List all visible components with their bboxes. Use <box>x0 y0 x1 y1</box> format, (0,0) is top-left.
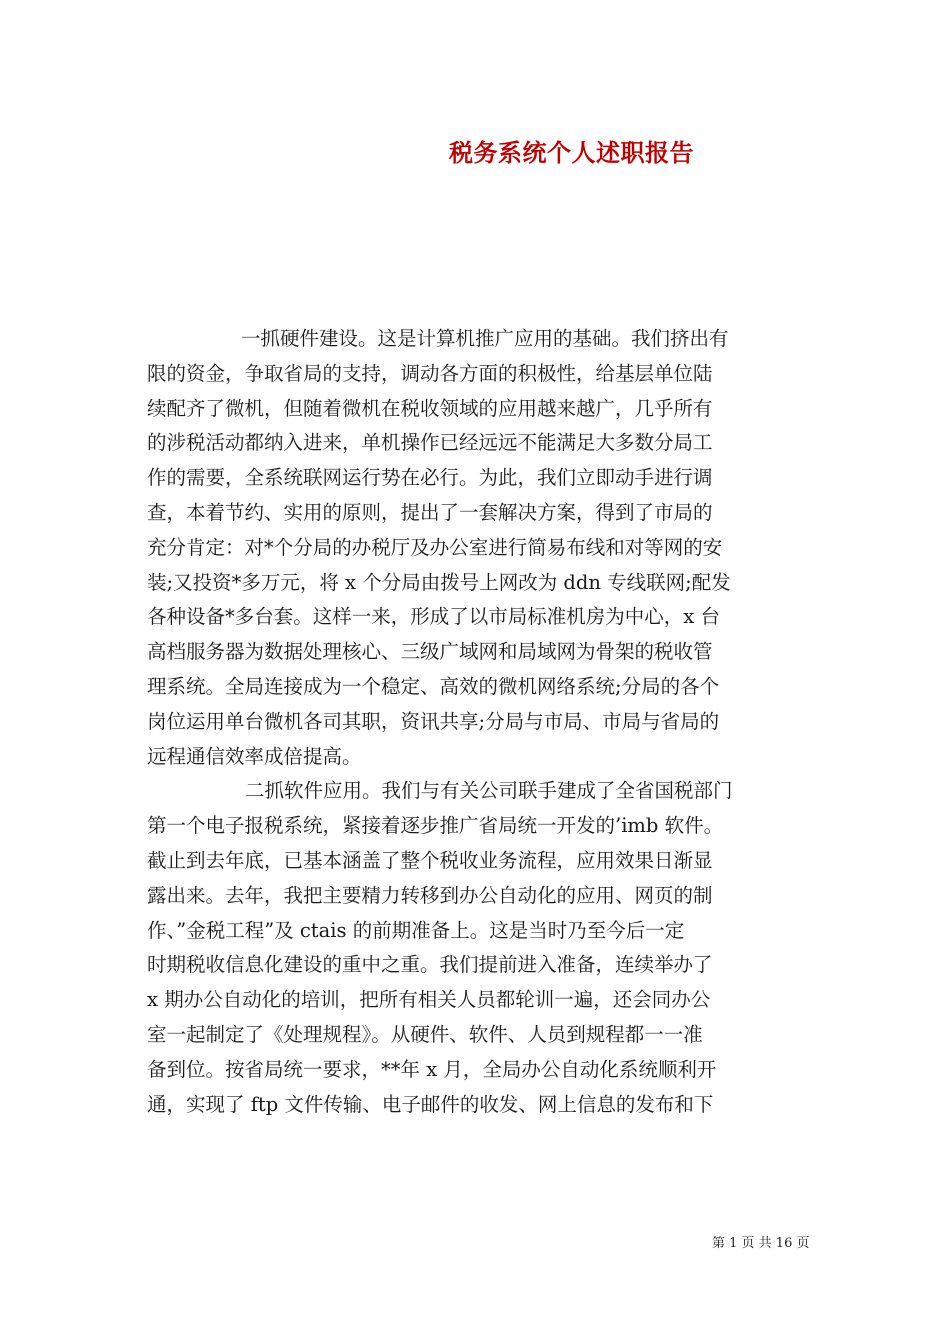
paragraph-2-line: 室一起制定了《处理规程》。从硬件、软件、人员到规程都一一准 <box>147 1022 703 1046</box>
paragraph-1-line: 装;又投资*多万元，将 x 个分局由拨号上网改为 ddn 专线联网;配发 <box>147 570 731 594</box>
paragraph-2-line: 备到位。按省局统一要求，**年 x 月，全局办公自动化系统顺利开 <box>147 1057 717 1081</box>
page-number-footer: 第 1 页 共 16 页 <box>712 1236 810 1251</box>
paragraph-2-line: 露出来。去年，我把主要精力转移到办公自动化的应用、网页的制 <box>147 883 713 907</box>
paragraph-1-line: 续配齐了微机，但随着微机在税收领域的应用越来越广，几乎所有 <box>147 396 713 420</box>
paragraph-2-line: x 期办公自动化的培训，把所有相关人员都轮训一遍，还会同办公 <box>147 988 711 1012</box>
paragraph-1-line: 一抓硬件建设。这是计算机推广应用的基础。我们挤出有 <box>241 327 729 350</box>
paragraph-1-line: 岗位运用单台微机各司其职，资讯共享;分局与市局、市局与省局的 <box>147 709 720 733</box>
paragraph-1-line: 高档服务器为数据处理核心、三级广域网和局域网为骨架的税收管 <box>147 640 713 664</box>
paragraph-1-line: 充分肯定：对*个分局的办税厅及办公室进行简易布线和对等网的安 <box>147 535 723 559</box>
paragraph-1-line: 理系统。全局连接成为一个稳定、高效的微机网络系统;分局的各个 <box>147 674 720 698</box>
paragraph-1-line: 的涉税活动都纳入进来，单机操作已经远远不能满足大多数分局工 <box>147 431 713 455</box>
paragraph-1-line: 查，本着节约、实用的原则，提出了一套解决方案，得到了市局的 <box>147 500 713 524</box>
paragraph-2-line: 截止到去年底，已基本涵盖了整个税收业务流程，应用效果日渐显 <box>147 848 713 872</box>
paragraph-1-line: 作的需要，全系统联网运行势在必行。为此，我们立即动手进行调 <box>147 466 713 490</box>
document-title: 税务系统个人述职报告 <box>449 138 694 167</box>
document-body <box>147 322 813 1122</box>
paragraph-1-line: 远程通信效率成倍提高。 <box>147 744 362 768</box>
paragraph-2-line: 第一个电子报税系统，紧接着逐步推广省局统一开发的’imb 软件。 <box>147 814 724 838</box>
paragraph-1-line: 限的资金，争取省局的支持，调动各方面的积极性，给基层单位陆 <box>147 361 713 385</box>
paragraph-2-line: 时期税收信息化建设的重中之重。我们提前进入准备，连续举办了 <box>147 953 713 977</box>
paragraph-2-line: 二抓软件应用。我们与有关公司联手建成了全省国税部门 <box>245 779 733 803</box>
paragraph-2-line: 作、”金税工程”及 ctais 的前期准备上。这是当时乃至今后一定 <box>147 918 685 942</box>
paragraph-2-line: 通，实现了 ftp 文件传输、电子邮件的收发、网上信息的发布和下 <box>147 1092 714 1116</box>
paragraph-1-line: 各种设备*多台套。这样一来，形成了以市局标准机房为中心，x 台 <box>147 605 720 629</box>
